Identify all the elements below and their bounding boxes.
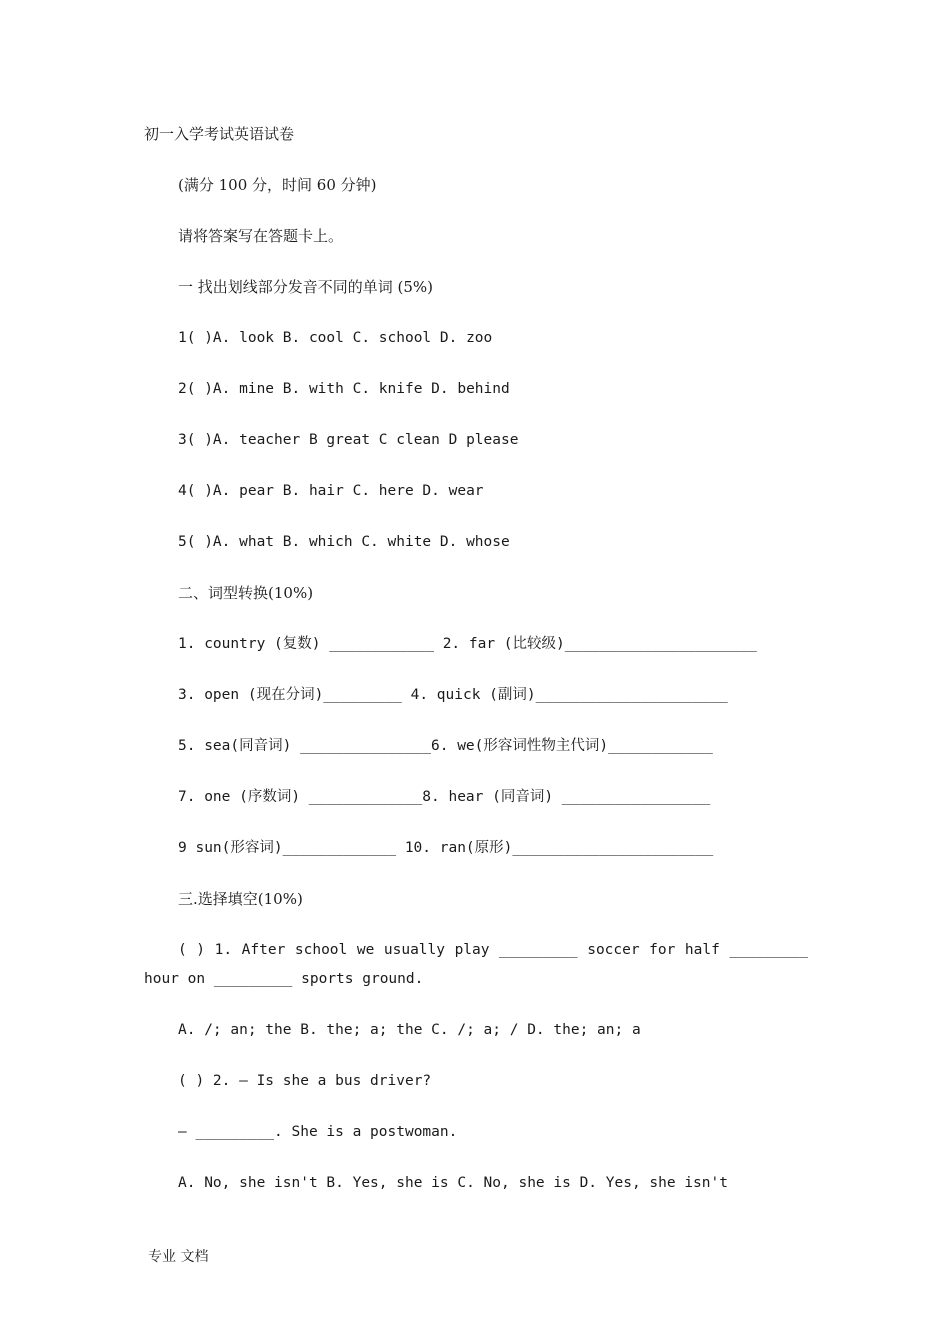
section2-item: 3. open (现在分词)_________ 4. quick (副词)______________________ [178, 687, 728, 703]
section1-item: 1( )A. look B. cool C. school D. zoo [178, 330, 493, 346]
exam-title: 初一入学考试英语试卷 [144, 125, 295, 143]
question-1: ( ) 1. After school we usually play _________ soccer for half _________ hour on _________ sports ground. [144, 942, 808, 987]
section1-item: 3( )A. teacher B great C clean D please [178, 432, 519, 448]
section2-heading: 二、词型转换(10%) [178, 584, 314, 602]
section2-item: 5. sea(同音词) _______________6. we(形容词性物主代词)____________ [178, 738, 713, 754]
instruction: 请将答案写在答题卡上。 [178, 227, 344, 245]
section2-item: 1. country (复数) ____________ 2. far (比较级)______________________ [178, 636, 757, 652]
section1-item: 2( )A. mine B. with C. knife D. behind [178, 381, 510, 397]
section3-heading: 三.选择填空(10%) [178, 890, 303, 908]
question-1-options: A. /; an; the B. the; a; the C. /; a; / D. the; an; a [178, 1022, 641, 1038]
section1-item: 5( )A. what B. which C. white D. whose [178, 534, 510, 550]
section2-item: 7. one (序数词) _____________8. hear (同音词) _________________ [178, 789, 711, 805]
score-and-time: (满分 100 分，时间 60 分钟) [178, 176, 377, 194]
section1-heading: 一 找出划线部分发音不同的单词 (5%) [178, 278, 434, 296]
section1-item: 4( )A. pear B. hair C. here D. wear [178, 483, 484, 499]
question-2-response: — _________. She is a postwoman. [178, 1124, 458, 1140]
section2-item: 9 sun(形容词)_____________ 10. ran(原形)_______________________ [178, 840, 714, 856]
question-2: ( ) 2. — Is she a bus driver? [178, 1073, 432, 1089]
page-footer: 专业 文档 [148, 1249, 209, 1265]
question-2-options: A. No, she isn't B. Yes, she is C. No, she is D. Yes, she isn't [178, 1175, 728, 1191]
